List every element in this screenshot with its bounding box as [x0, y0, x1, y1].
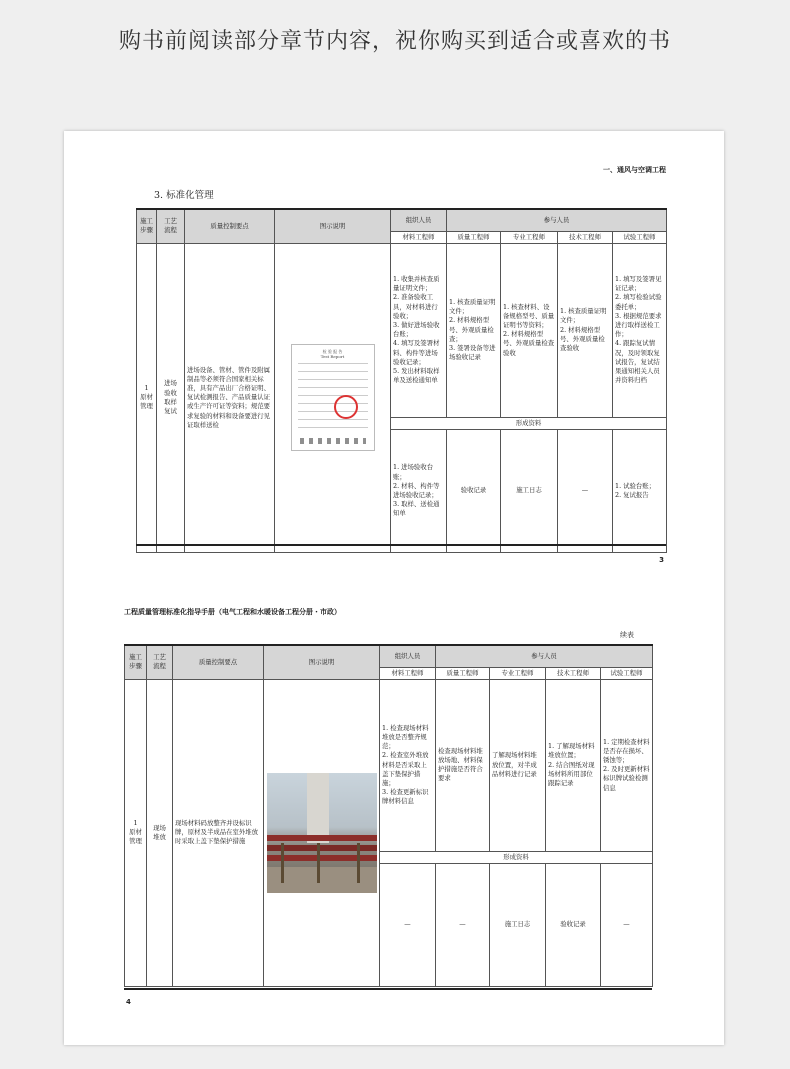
- page2-running-header: 工程质量管理标准化指导手册（电气工程和水暖设备工程分册・市政）: [124, 608, 341, 616]
- duty-technical: 1. 核查质量证明文件； 2. 材料规格型号、外观质量检查验收: [558, 243, 613, 417]
- duty-professional: 了解现场材料堆放位置，对半成品材料进行记录: [490, 679, 546, 851]
- illustration-cell: [275, 243, 391, 552]
- page2-number: 4: [126, 998, 131, 1006]
- page1-running-header: 一、通风与空调工程: [603, 166, 666, 174]
- role-quality-engineer: 质量工程师: [447, 231, 501, 243]
- process-cell: 现场 堆放: [147, 679, 173, 986]
- control-points-cell: 进场设备、管材、管件及附属制品等必须符合国家相关标准，具有产品出厂合格证明、复试检测报告、产品质量认证或生产许可证等资料；规范要求复验的材料和设备要进行见证取样送检: [185, 243, 275, 552]
- role-test-engineer: 试验工程师: [613, 231, 667, 243]
- header-control-points: 质量控制要点: [173, 645, 264, 679]
- illustration-cell: [264, 679, 380, 986]
- header-process: 工艺 流程: [147, 645, 173, 679]
- test-report-image: [291, 344, 375, 451]
- duty-material: 1. 收集并核查质量证明文件； 2. 准备验收工具，对材料进行验收； 3. 做好进场验收台账； 4. 填写及签署材料、构件等进场验收记录； 5. 发出材料取样单及送检通知单: [391, 243, 447, 417]
- formed-records-label: 形成资料: [391, 417, 667, 429]
- header-illustration: 图示说明: [264, 645, 380, 679]
- duty-quality: 检查现场材料堆放场地、材料保护措施是否符合要求: [436, 679, 490, 851]
- quality-table-2: [124, 644, 653, 987]
- header-step: 施工 步骤: [137, 209, 157, 243]
- promo-banner: 购书前阅读部分章节内容，祝你购买到适合或喜欢的书: [118, 29, 671, 54]
- header-illustration: 图示说明: [275, 209, 391, 243]
- duty-professional: 1. 核查材料、设备规格型号、质量证明书等资料； 2. 材料规格型号、外观质量检查验收: [501, 243, 558, 417]
- record-quality: —: [436, 863, 490, 986]
- role-test-engineer: 试验工程师: [601, 667, 653, 679]
- role-quality-engineer: 质量工程师: [436, 667, 490, 679]
- site-storage-photo: [267, 773, 377, 893]
- control-points-cell: 现场材料码放整齐并设标识牌，原材及半成品在室外堆放时采取上盖下垫保护措施: [173, 679, 264, 986]
- header-participants: 参与人员: [436, 645, 653, 667]
- formed-records-label: 形成资料: [380, 851, 653, 863]
- record-technical: —: [558, 429, 613, 552]
- header-control-points: 质量控制要点: [185, 209, 275, 243]
- record-material: —: [380, 863, 436, 986]
- step-cell: 1 原材 管理: [125, 679, 147, 986]
- page1-number: 3: [659, 556, 664, 564]
- duty-test: 1. 填写及签署见证记录； 2. 填写检验试验委托单； 3. 根据规范要求进行取样送检工作； 4. 跟踪复试情况，及时领取复试报告，复试结果通知相关人员并资料归档: [613, 243, 667, 417]
- record-professional: 施工日志: [490, 863, 546, 986]
- duty-material: 1. 检查现场材料堆放是否整齐规范； 2. 检查室外堆放材料是否采取上盖下垫保护措施； 3. 检查更新标识牌材料信息: [380, 679, 436, 851]
- header-participants: 参与人员: [447, 209, 667, 231]
- step-cell: 1 原材 管理: [137, 243, 157, 552]
- role-professional-engineer: 专业工程师: [490, 667, 546, 679]
- header-step: 施工 步骤: [125, 645, 147, 679]
- signature-line: [300, 438, 366, 444]
- table2-bottom-rule: [124, 988, 652, 990]
- role-technical-engineer: 技术工程师: [558, 231, 613, 243]
- section-title: 3. 标准化管理: [154, 190, 214, 201]
- record-test: 1. 试验台账； 2. 复试报告: [613, 429, 667, 552]
- header-organizer: 组织人员: [380, 645, 436, 667]
- role-material-engineer: 材料工程师: [391, 231, 447, 243]
- table1-bottom-rule: [136, 544, 666, 546]
- record-professional: 施工日志: [501, 429, 558, 552]
- role-professional-engineer: 专业工程师: [501, 231, 558, 243]
- process-cell: 进场 验收 取样 复试: [157, 243, 185, 552]
- header-organizer: 组织人员: [391, 209, 447, 231]
- continued-label: 续表: [620, 631, 634, 639]
- quality-table-1: [136, 208, 667, 553]
- record-test: —: [601, 863, 653, 986]
- role-technical-engineer: 技术工程师: [546, 667, 601, 679]
- red-stamp-icon: [334, 395, 358, 419]
- record-technical: 验收记录: [546, 863, 601, 986]
- duty-quality: 1. 核查质量证明文件； 2. 材料规格型号、外观质量检查； 3. 签署设备等进场验收记录: [447, 243, 501, 417]
- test-report-title: 检 验 报 告 Test Report: [320, 349, 345, 360]
- role-material-engineer: 材料工程师: [380, 667, 436, 679]
- book-page-sheet: [64, 131, 724, 1045]
- record-quality: 验收记录: [447, 429, 501, 552]
- header-process: 工艺 流程: [157, 209, 185, 243]
- duty-test: 1. 定期检查材料是否存在损坏、锈蚀等； 2. 及时更新材料标识牌试验检测信息: [601, 679, 653, 851]
- record-material: 1. 进场验收台账； 2. 材料、构件等进场验收记录； 3. 取样、送检通知单: [391, 429, 447, 552]
- duty-technical: 1. 了解现场材料堆放位置； 2. 结合图纸对现场材料所用部位跟踪记录: [546, 679, 601, 851]
